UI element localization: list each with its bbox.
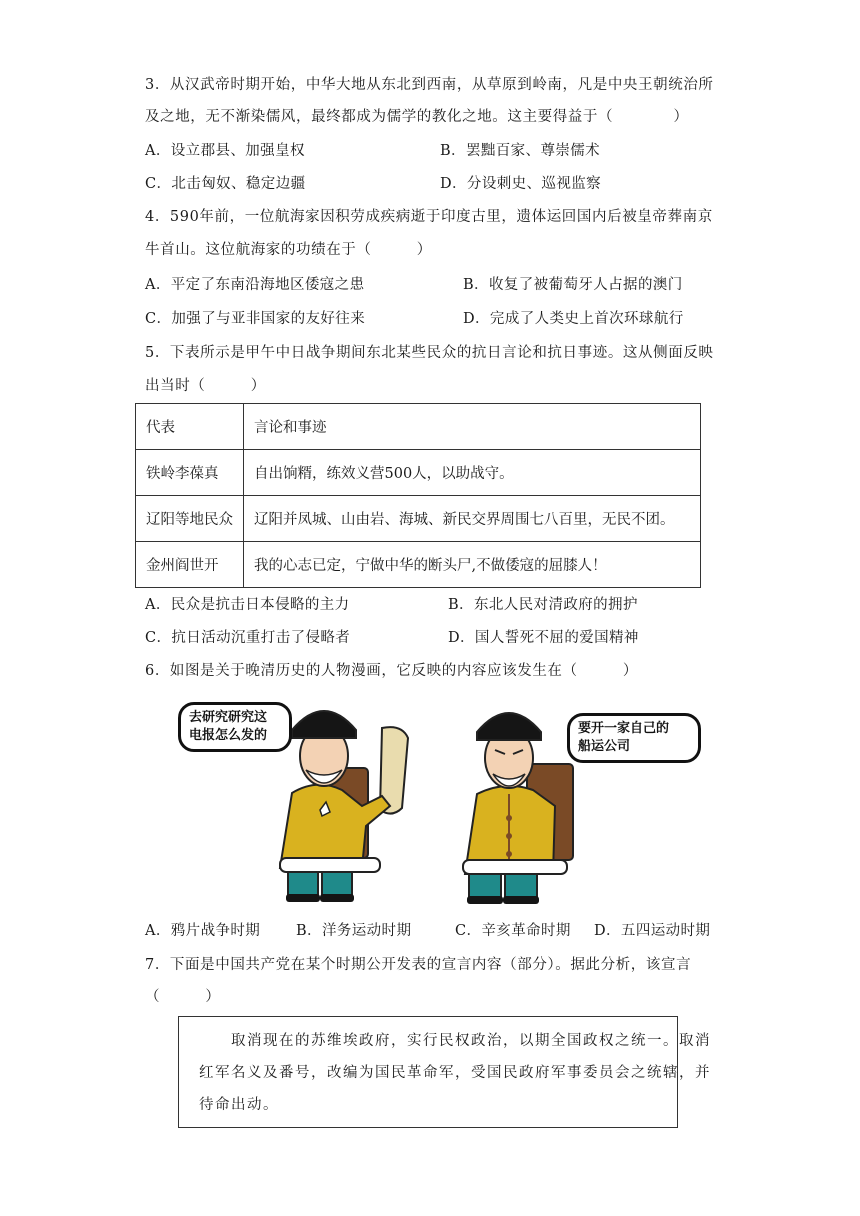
- q3-option-d: D．分设刺史、巡视监察: [440, 176, 602, 192]
- q6-option-d: D．五四运动时期: [594, 923, 711, 939]
- q7-quote-box: [178, 1016, 711, 1128]
- q3-stem-line1: 3．从汉武帝时期开始，中华大地从东北到西南，从草原到岭南，凡是中央王朝统治所: [145, 77, 714, 93]
- table-row: [136, 496, 701, 542]
- q5-stem-line2: 出当时（ ）: [145, 378, 266, 394]
- q5-table: [135, 403, 701, 588]
- comic-right-speech-bubble: [567, 713, 701, 763]
- q6-stem-line1: 6．如图是关于晚清历史的人物漫画，它反映的内容应该发生在（ ）: [145, 663, 639, 679]
- table-cell: 辽阳并凤城、山由岩、海城、新民交界周围七八百里，无民不团。: [244, 496, 701, 542]
- quote-line: 取消现在的苏维埃政府，实行民权政治，以期全国政权之统一。取消: [199, 1033, 711, 1049]
- q4-option-d: D．完成了人类史上首次环球航行: [463, 311, 684, 327]
- q4-option-b: B．收复了被葡萄牙人占据的澳门: [463, 277, 683, 293]
- table-header-cell: 代表: [136, 404, 244, 450]
- table-row: [136, 450, 701, 496]
- table-cell: 铁岭李葆真: [136, 450, 244, 496]
- q6-option-c: C．辛亥革命时期: [455, 923, 571, 939]
- table-header-row: [136, 404, 701, 450]
- q4-stem-line1: 4．590年前，一位航海家因积劳成疾病逝于印度古里，遗体运回国内后被皇帝葬南京: [145, 209, 713, 225]
- q3-option-b: B．罢黜百家、尊崇儒术: [440, 143, 601, 159]
- q5-option-b: B．东北人民对清政府的拥护: [448, 597, 638, 613]
- table-header-cell: 言论和事迹: [244, 404, 701, 450]
- q7-stem-line1: 7．下面是中国共产党在某个时期公开发表的宣言内容（部分）。据此分析，该宣言: [145, 957, 692, 973]
- q7-stem-line2: （ ）: [145, 989, 221, 1005]
- q6-option-a: A．鸦片战争时期: [145, 923, 261, 939]
- q5-option-d: D．国人誓死不屈的爱国精神: [448, 630, 639, 646]
- speech-text-line: 船运公司: [578, 739, 631, 754]
- q5-option-a: A．民众是抗击日本侵略的主力: [145, 597, 350, 613]
- q6-option-b: B．洋务运动时期: [296, 923, 412, 939]
- q4-option-c: C．加强了与亚非国家的友好往来: [145, 311, 366, 327]
- q5-stem-line1: 5．下表所示是甲午中日战争期间东北某些民众的抗日言论和抗日事迹。这从侧面反映: [145, 345, 714, 361]
- table-cell: 自出饷糈，练效义营500人，以助战守。: [244, 450, 701, 496]
- speech-text-line: 去研究研究这: [189, 710, 268, 725]
- q5-option-c: C．抗日活动沉重打击了侵略者: [145, 630, 351, 646]
- q3-option-c: C．北击匈奴、稳定边疆: [145, 176, 306, 192]
- q4-option-a: A．平定了东南沿海地区倭寇之患: [145, 277, 365, 293]
- table-cell: 我的心志已定，宁做中华的断头尸,不做倭寇的屈膝人！: [244, 542, 701, 588]
- q4-stem-line2: 牛首山。这位航海家的功绩在于（ ）: [145, 242, 432, 258]
- q3-stem-line2: 及之地，无不渐染儒风，最终都成为儒学的教化之地。这主要得益于（ ）: [145, 109, 689, 125]
- table-cell: 金州阎世开: [136, 542, 244, 588]
- table-row: [136, 542, 701, 588]
- table-cell: 辽阳等地民众: [136, 496, 244, 542]
- speech-text-line: 电报怎么发的: [189, 728, 268, 743]
- comic-left-speech-bubble: [178, 702, 292, 752]
- quote-line: 红军名义及番号，改编为国民革命军，受国民政府军事委员会之统辖，并: [199, 1065, 711, 1081]
- quote-line: 待命出动。: [199, 1097, 279, 1113]
- speech-text-line: 要开一家自己的: [578, 721, 670, 736]
- q3-option-a: A．设立郡县、加强皇权: [145, 143, 305, 159]
